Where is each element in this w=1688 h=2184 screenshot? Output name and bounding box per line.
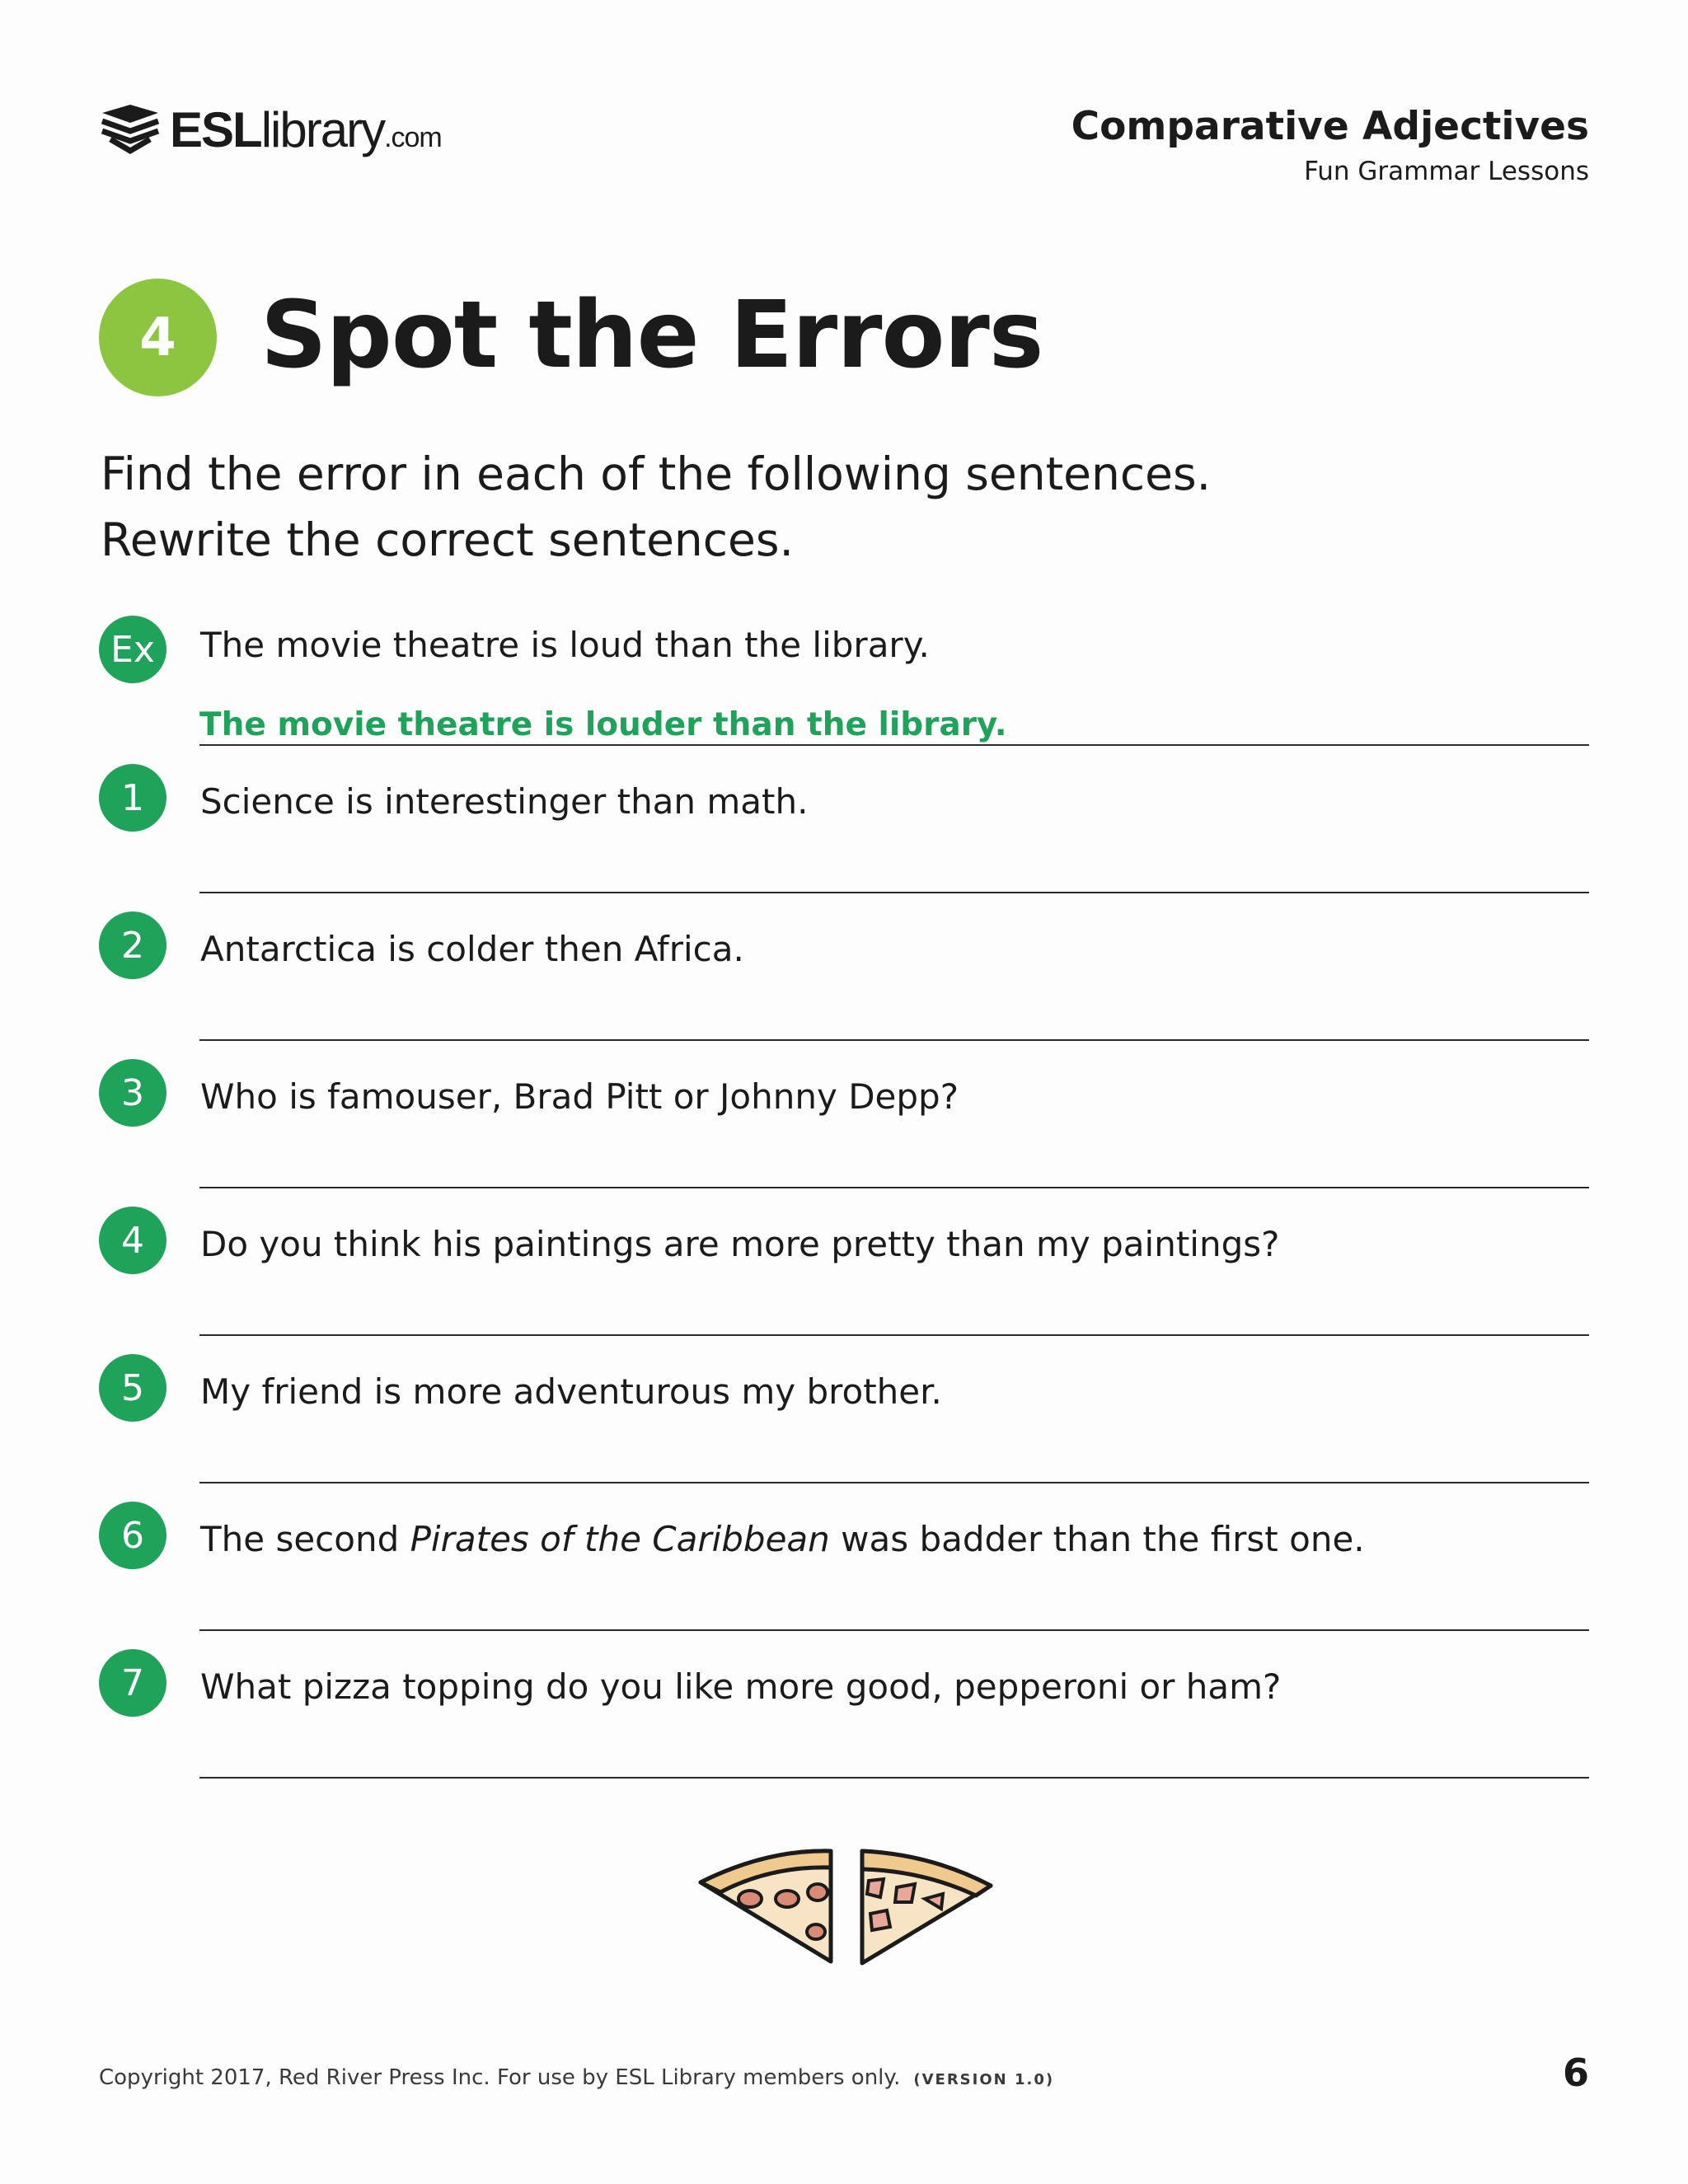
- item-sentence: [200, 1519, 1365, 1559]
- sentence-part: was badder than the first one.: [829, 1519, 1365, 1559]
- answer-line[interactable]: [199, 1629, 1589, 1631]
- section-number-badge: 4: [99, 279, 217, 396]
- item-number-badge: 6: [99, 1502, 166, 1569]
- item-sentence: What pizza topping do you like more good, pepperoni or ham?: [200, 1666, 1282, 1707]
- books-stack-icon: [99, 101, 162, 159]
- example-badge: Ex: [99, 616, 166, 683]
- answer-line: [199, 744, 1589, 746]
- document-title: Comparative Adjectives: [1071, 104, 1589, 149]
- answer-line[interactable]: [199, 1482, 1589, 1483]
- answer-line[interactable]: [199, 1777, 1589, 1779]
- pizza-slices-icon: [692, 1840, 997, 1971]
- answer-line[interactable]: [199, 1334, 1589, 1336]
- answer-line[interactable]: [199, 1187, 1589, 1188]
- example-answer: The movie theatre is louder than the library.: [199, 706, 1007, 743]
- ham-slice-icon: [862, 1851, 991, 1963]
- section-title: Spot the Errors: [260, 282, 1043, 389]
- example-sentence: The movie theatre is loud than the library.: [200, 625, 930, 665]
- instruction-line-1: Find the error in each of the following sentences.: [101, 448, 1212, 500]
- item-number-badge: 3: [99, 1059, 166, 1127]
- answer-line[interactable]: [199, 1039, 1589, 1041]
- document-subtitle: Fun Grammar Lessons: [1304, 157, 1589, 186]
- instruction-line-2: Rewrite the correct sentences.: [101, 513, 794, 566]
- page-number: 6: [1562, 2050, 1589, 2095]
- item-sentence: Do you think his paintings are more pretty than my paintings?: [200, 1224, 1280, 1264]
- esl-library-logo: [99, 97, 442, 163]
- version-label: (VERSION 1.0): [913, 2071, 1055, 2088]
- item-number-badge: 7: [99, 1649, 166, 1717]
- movie-title: Pirates of the Caribbean: [410, 1519, 830, 1559]
- logo-domain: .com: [384, 122, 442, 153]
- item-sentence: Antarctica is colder then Africa.: [200, 929, 744, 969]
- item-sentence: My friend is more adventurous my brother.: [200, 1371, 942, 1412]
- item-number-badge: 1: [99, 764, 166, 832]
- copyright-text: Copyright 2017, Red River Press Inc. For use by ESL Library members only.: [99, 2065, 901, 2090]
- logo-library: library: [260, 102, 385, 157]
- item-sentence: Science is interestinger than math.: [200, 781, 809, 822]
- copyright-notice: [99, 2065, 1054, 2090]
- item-sentence: Who is famouser, Brad Pitt or Johnny Depp?: [200, 1076, 959, 1117]
- answer-line[interactable]: [199, 892, 1589, 893]
- item-number-badge: 5: [99, 1354, 166, 1422]
- item-number-badge: 4: [99, 1207, 166, 1274]
- sentence-part: The second: [200, 1519, 410, 1559]
- logo-brand: ESL: [170, 102, 261, 157]
- item-number-badge: 2: [99, 912, 166, 979]
- pepperoni-slice-icon: [701, 1851, 831, 1961]
